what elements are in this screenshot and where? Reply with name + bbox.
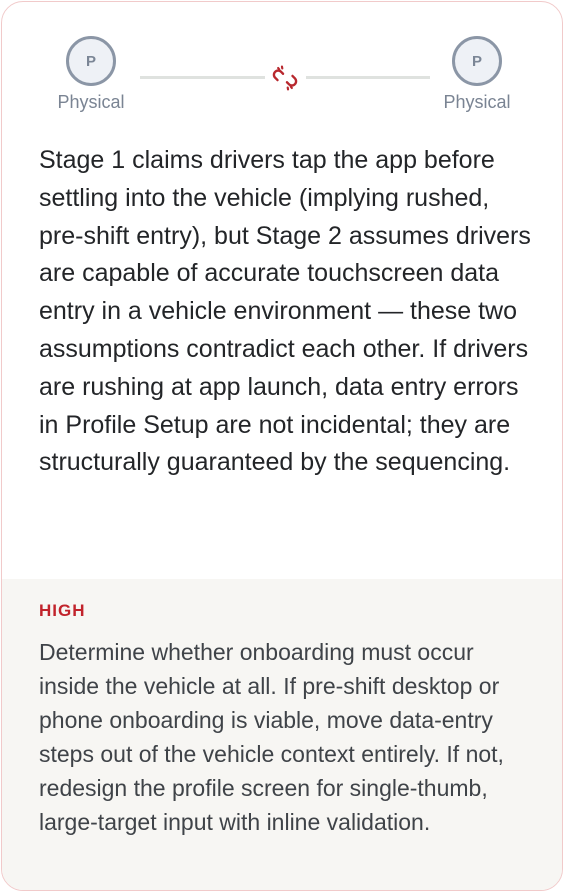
target-node [422,36,532,113]
contradiction-card [1,1,563,891]
source-node-label: Physical [57,92,125,112]
severity-badge: HIGH [39,601,86,620]
source-node-badge: P [66,36,116,86]
contradiction-description: Stage 1 claims drivers tap the app before settling into the vehicle (implying rushed, pre-shift entry), but Stage 2 assumes drivers are capable of accurate touchscreen data entry in a vehicle environment — these two assumptions contradict each other. If drivers are rushing at app launch, data entry errors in Profile Setup are not incidental; they are structurally guaranteed by the sequencing. [39,146,531,477]
connector-line-right [306,76,430,79]
recommendation-text: Determine whether onboarding must occur inside the vehicle at all. If pre-shift desktop or phone onboarding is viable, move data-entry steps out of the vehicle context entirely. If not, redesign the profile screen for single-thumb, large-target input with inline validation. [39,639,504,835]
target-node-badge: P [452,36,502,86]
connector-line-left [140,76,265,79]
broken-link-icon [272,65,298,91]
source-node [36,36,146,113]
target-node-label: Physical [443,92,511,112]
recommendation-panel [2,579,562,891]
dependency-link [2,2,562,132]
